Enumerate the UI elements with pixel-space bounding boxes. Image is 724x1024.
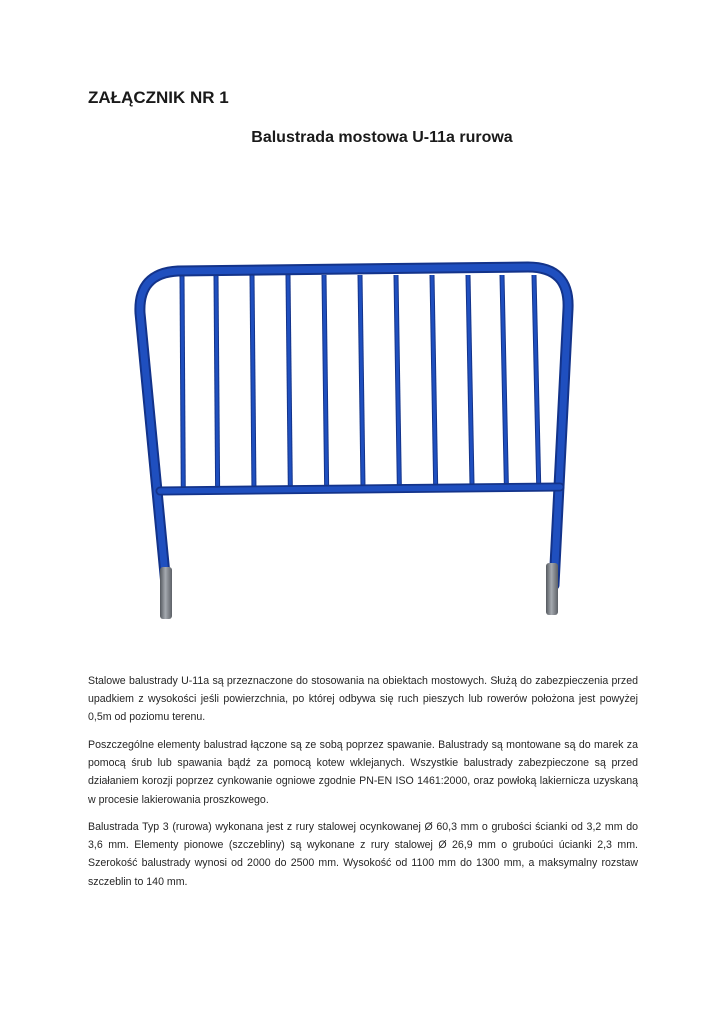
vertical-bar <box>216 275 218 487</box>
vertical-bar <box>432 275 436 487</box>
paragraph-construction: Poszczególne elementy balustrad łączone są ze sobą poprzez spawanie. Balustrady są montowane są do marek za pomocą śrub lub spawania bądź za pomocą kotew wklejanych. Wszystkie balustrady zabezpieczone są przed działaniem korozji poprzez cynkowanie ogniowe zgodnie PN-EN ISO 1461:2000, oraz powłoką lakiernicza uzyskaną w procesie lakierowania proszkowego. <box>88 739 638 806</box>
balustrade-photo <box>130 255 590 630</box>
paragraph-specification: Balustrada Typ 3 (rurowa) wykonana jest z rury stalowej ocynkowanej Ø 60,3 mm o grubości ścianki od 3,2 mm do 3,6 mm. Elementy pionowe (szczebliny) są wykonane z rury stalowej Ø 26,9 mm o gruboúci úcianki 2,3 mm. Szerokość balustrady wynosi od 2000 do 2500 mm. Wysokość od 1100 mm do 1300 mm, a maksymalny rozstaw szczeblin to 140 mm. <box>88 821 638 888</box>
vertical-bar <box>252 275 254 487</box>
paragraph-purpose: Stalowe balustrady U-11a są przeznaczone do stosowania na obiektach mostowych. Służą do zabezpieczenia przed upadkiem z wysokości jeśli powierzchnia, po której odbywa się ruch pieszych lub rowerów położona jest powyżej 0,5m od poziomu terenu. <box>88 675 638 724</box>
vertical-bars <box>182 275 539 487</box>
right-post-base <box>546 563 558 615</box>
vertical-bar <box>182 275 183 487</box>
attachment-heading: ZAŁĄCZNIK NR 1 <box>88 88 229 107</box>
document-title: Balustrada mostowa U-11a rurowa <box>251 129 513 146</box>
vertical-bar <box>468 275 472 487</box>
left-post-base <box>160 567 172 619</box>
